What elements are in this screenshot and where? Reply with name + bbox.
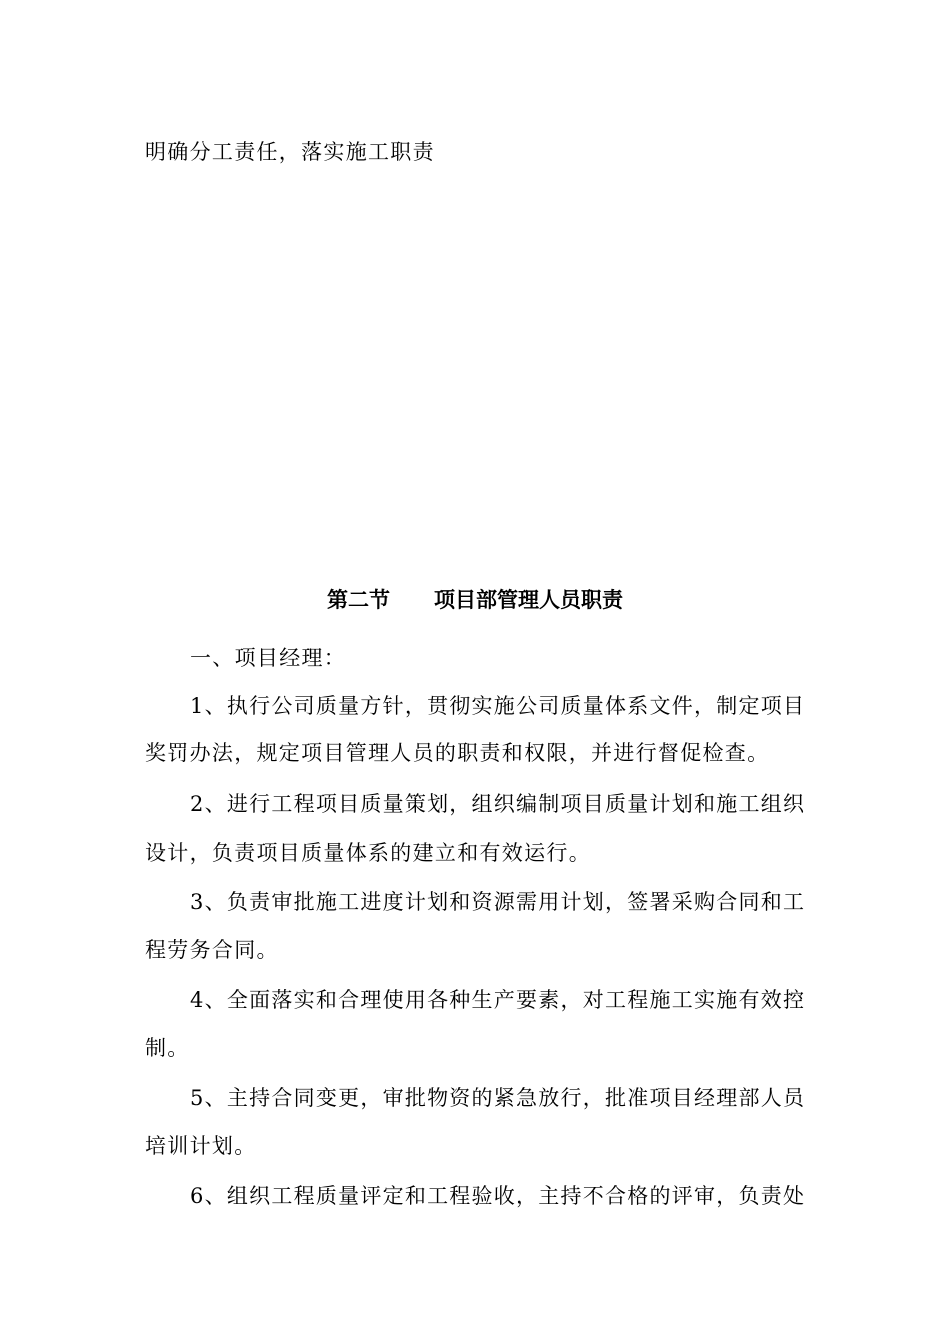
section-title: 项目部管理人员职责 — [434, 588, 623, 612]
section-number: 第二节 — [327, 588, 390, 612]
item-3-line-2: 程劳务合同。 — [145, 938, 279, 962]
item-5-line-2: 培训计划。 — [145, 1134, 257, 1158]
subheading: 一、项目经理： — [190, 646, 347, 670]
item-4-line-2: 制。 — [145, 1036, 190, 1060]
item-2-line-1: 2、进行工程项目质量策划，组织编制项目质量计划和施工组织 — [190, 792, 804, 816]
section-heading — [0, 588, 950, 612]
item-6-line-1: 6、组织工程质量评定和工程验收，主持不合格的评审，负责处 — [190, 1184, 804, 1208]
item-4-line-1: 4、全面落实和合理使用各种生产要素，对工程施工实施有效控 — [190, 988, 804, 1012]
item-1-line-1: 1、执行公司质量方针，贯彻实施公司质量体系文件，制定项目 — [190, 694, 804, 718]
item-3-line-1: 3、负责审批施工进度计划和资源需用计划，签署采购合同和工 — [190, 890, 804, 914]
item-5-line-1: 5、主持合同变更，审批物资的紧急放行，批准项目经理部人员 — [190, 1086, 804, 1110]
intro-line: 明确分工责任，落实施工职责 — [145, 140, 435, 164]
item-2-line-2: 设计，负责项目质量体系的建立和有效运行。 — [145, 841, 591, 865]
item-1-line-2: 奖罚办法，规定项目管理人员的职责和权限，并进行督促检查。 — [145, 741, 770, 765]
